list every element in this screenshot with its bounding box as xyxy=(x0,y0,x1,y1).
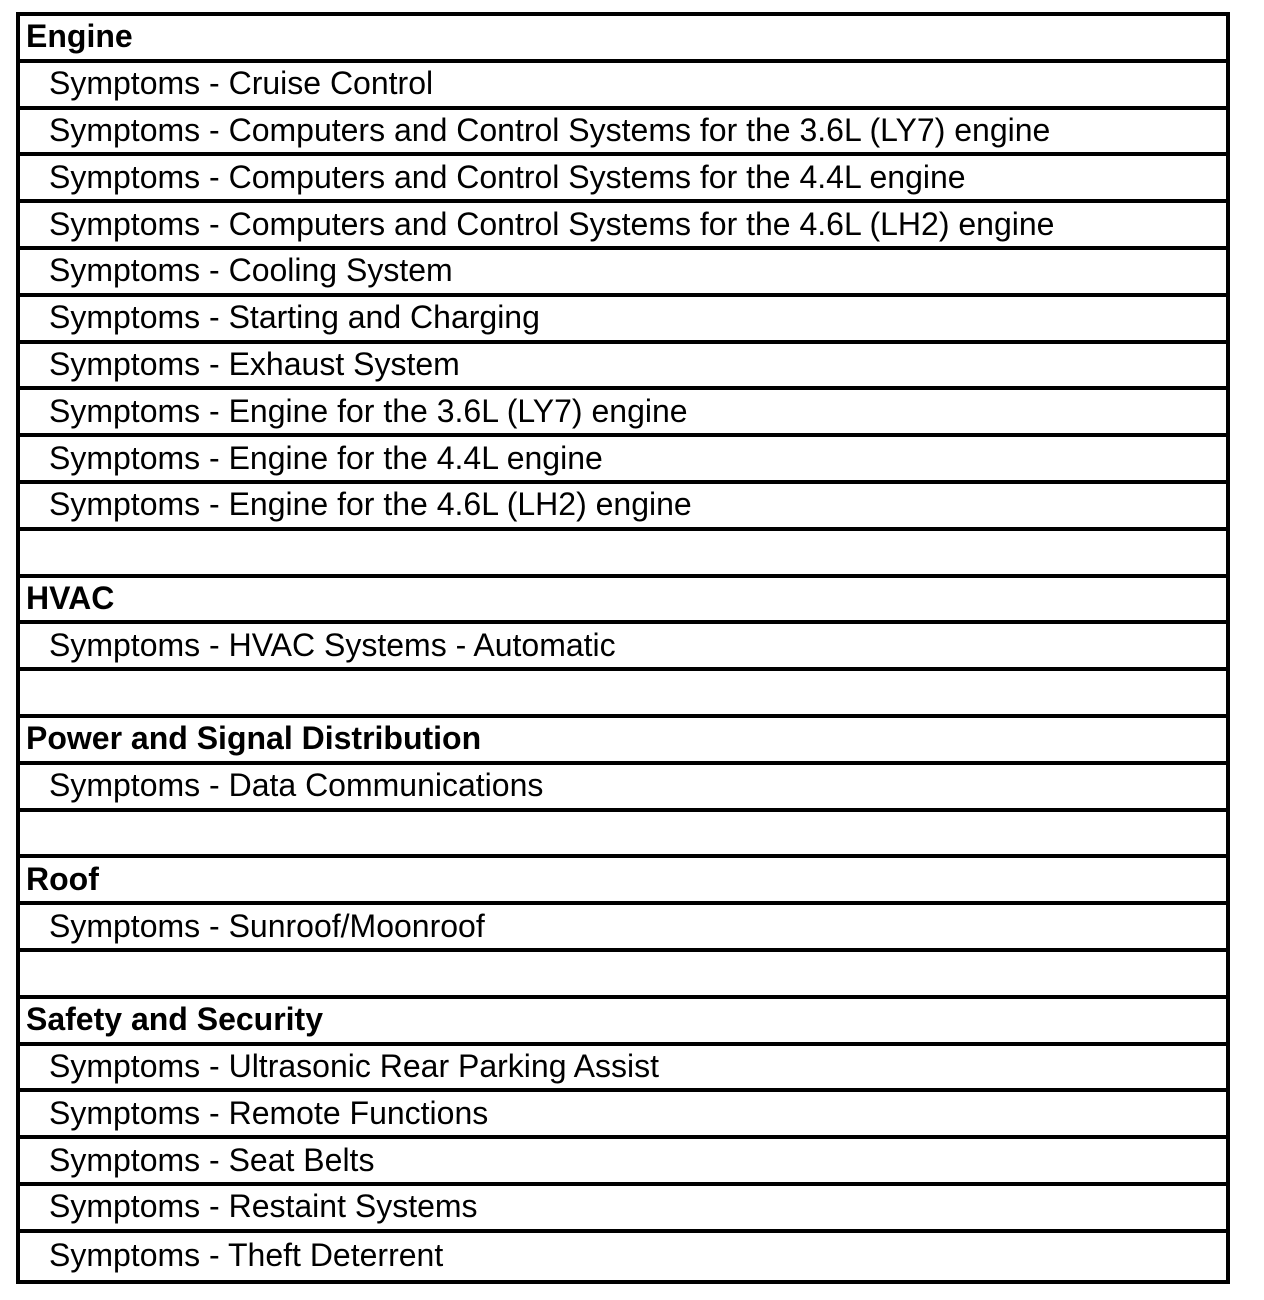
symptom-row[interactable] xyxy=(20,156,1226,203)
symptom-row[interactable] xyxy=(20,110,1226,157)
symptom-link[interactable]: Symptoms - Data Communications xyxy=(49,767,544,804)
symptom-link[interactable]: Symptoms - Engine for the 4.6L (LH2) engine xyxy=(49,486,692,523)
symptom-row[interactable] xyxy=(20,437,1226,484)
symptom-link[interactable]: Symptoms - Computers and Control Systems for the 4.6L (LH2) engine xyxy=(49,205,1055,242)
spacer-row xyxy=(20,671,1226,718)
symptom-row[interactable] xyxy=(20,1046,1226,1093)
symptom-link[interactable]: Symptoms - Cruise Control xyxy=(49,65,434,102)
symptom-link[interactable]: Symptoms - Remote Functions xyxy=(49,1094,489,1131)
symptom-row[interactable] xyxy=(20,203,1226,250)
symptom-index-table xyxy=(16,12,1230,1284)
section-header-row xyxy=(20,858,1226,905)
symptom-link[interactable]: Symptoms - Computers and Control Systems for the 3.6L (LY7) engine xyxy=(49,111,1051,148)
symptom-row[interactable] xyxy=(20,390,1226,437)
section-header-row xyxy=(20,999,1226,1046)
symptom-link[interactable]: Symptoms - Ultrasonic Rear Parking Assist xyxy=(49,1047,659,1084)
spacer-row xyxy=(20,812,1226,859)
symptom-row[interactable] xyxy=(20,1233,1226,1280)
symptom-link[interactable]: Symptoms - Starting and Charging xyxy=(49,299,540,336)
symptom-row[interactable] xyxy=(20,484,1226,531)
section-header: Engine xyxy=(26,18,133,55)
spacer-row xyxy=(20,531,1226,578)
symptom-row[interactable] xyxy=(20,297,1226,344)
symptom-link[interactable]: Symptoms - HVAC Systems - Automatic xyxy=(49,626,616,663)
section-header: Safety and Security xyxy=(26,1001,323,1038)
symptom-link[interactable]: Symptoms - Engine for the 3.6L (LY7) engine xyxy=(49,392,688,429)
symptom-link[interactable]: Symptoms - Sunroof/Moonroof xyxy=(49,907,485,944)
symptom-row[interactable] xyxy=(20,905,1226,952)
spacer-row xyxy=(20,952,1226,999)
section-header: Roof xyxy=(26,860,99,897)
section-header: HVAC xyxy=(26,579,115,616)
section-header-row xyxy=(20,718,1226,765)
symptom-row[interactable] xyxy=(20,344,1226,391)
symptom-link[interactable]: Symptoms - Engine for the 4.4L engine xyxy=(49,439,603,476)
section-header-row xyxy=(20,16,1226,63)
symptom-row[interactable] xyxy=(20,250,1226,297)
section-header: Power and Signal Distribution xyxy=(26,720,482,757)
symptom-row[interactable] xyxy=(20,765,1226,812)
symptom-link[interactable]: Symptoms - Seat Belts xyxy=(49,1141,375,1178)
symptom-row[interactable] xyxy=(20,1186,1226,1233)
symptom-link[interactable]: Symptoms - Cooling System xyxy=(49,252,453,289)
symptom-row[interactable] xyxy=(20,1139,1226,1186)
symptom-link[interactable]: Symptoms - Exhaust System xyxy=(49,345,460,382)
symptom-row[interactable] xyxy=(20,624,1226,671)
symptom-row[interactable] xyxy=(20,1092,1226,1139)
symptom-row[interactable] xyxy=(20,63,1226,110)
symptom-link[interactable]: Symptoms - Theft Deterrent xyxy=(49,1237,444,1274)
symptom-link[interactable]: Symptoms - Computers and Control Systems for the 4.4L engine xyxy=(49,158,966,195)
symptom-link[interactable]: Symptoms - Restaint Systems xyxy=(49,1188,478,1225)
section-header-row xyxy=(20,578,1226,625)
